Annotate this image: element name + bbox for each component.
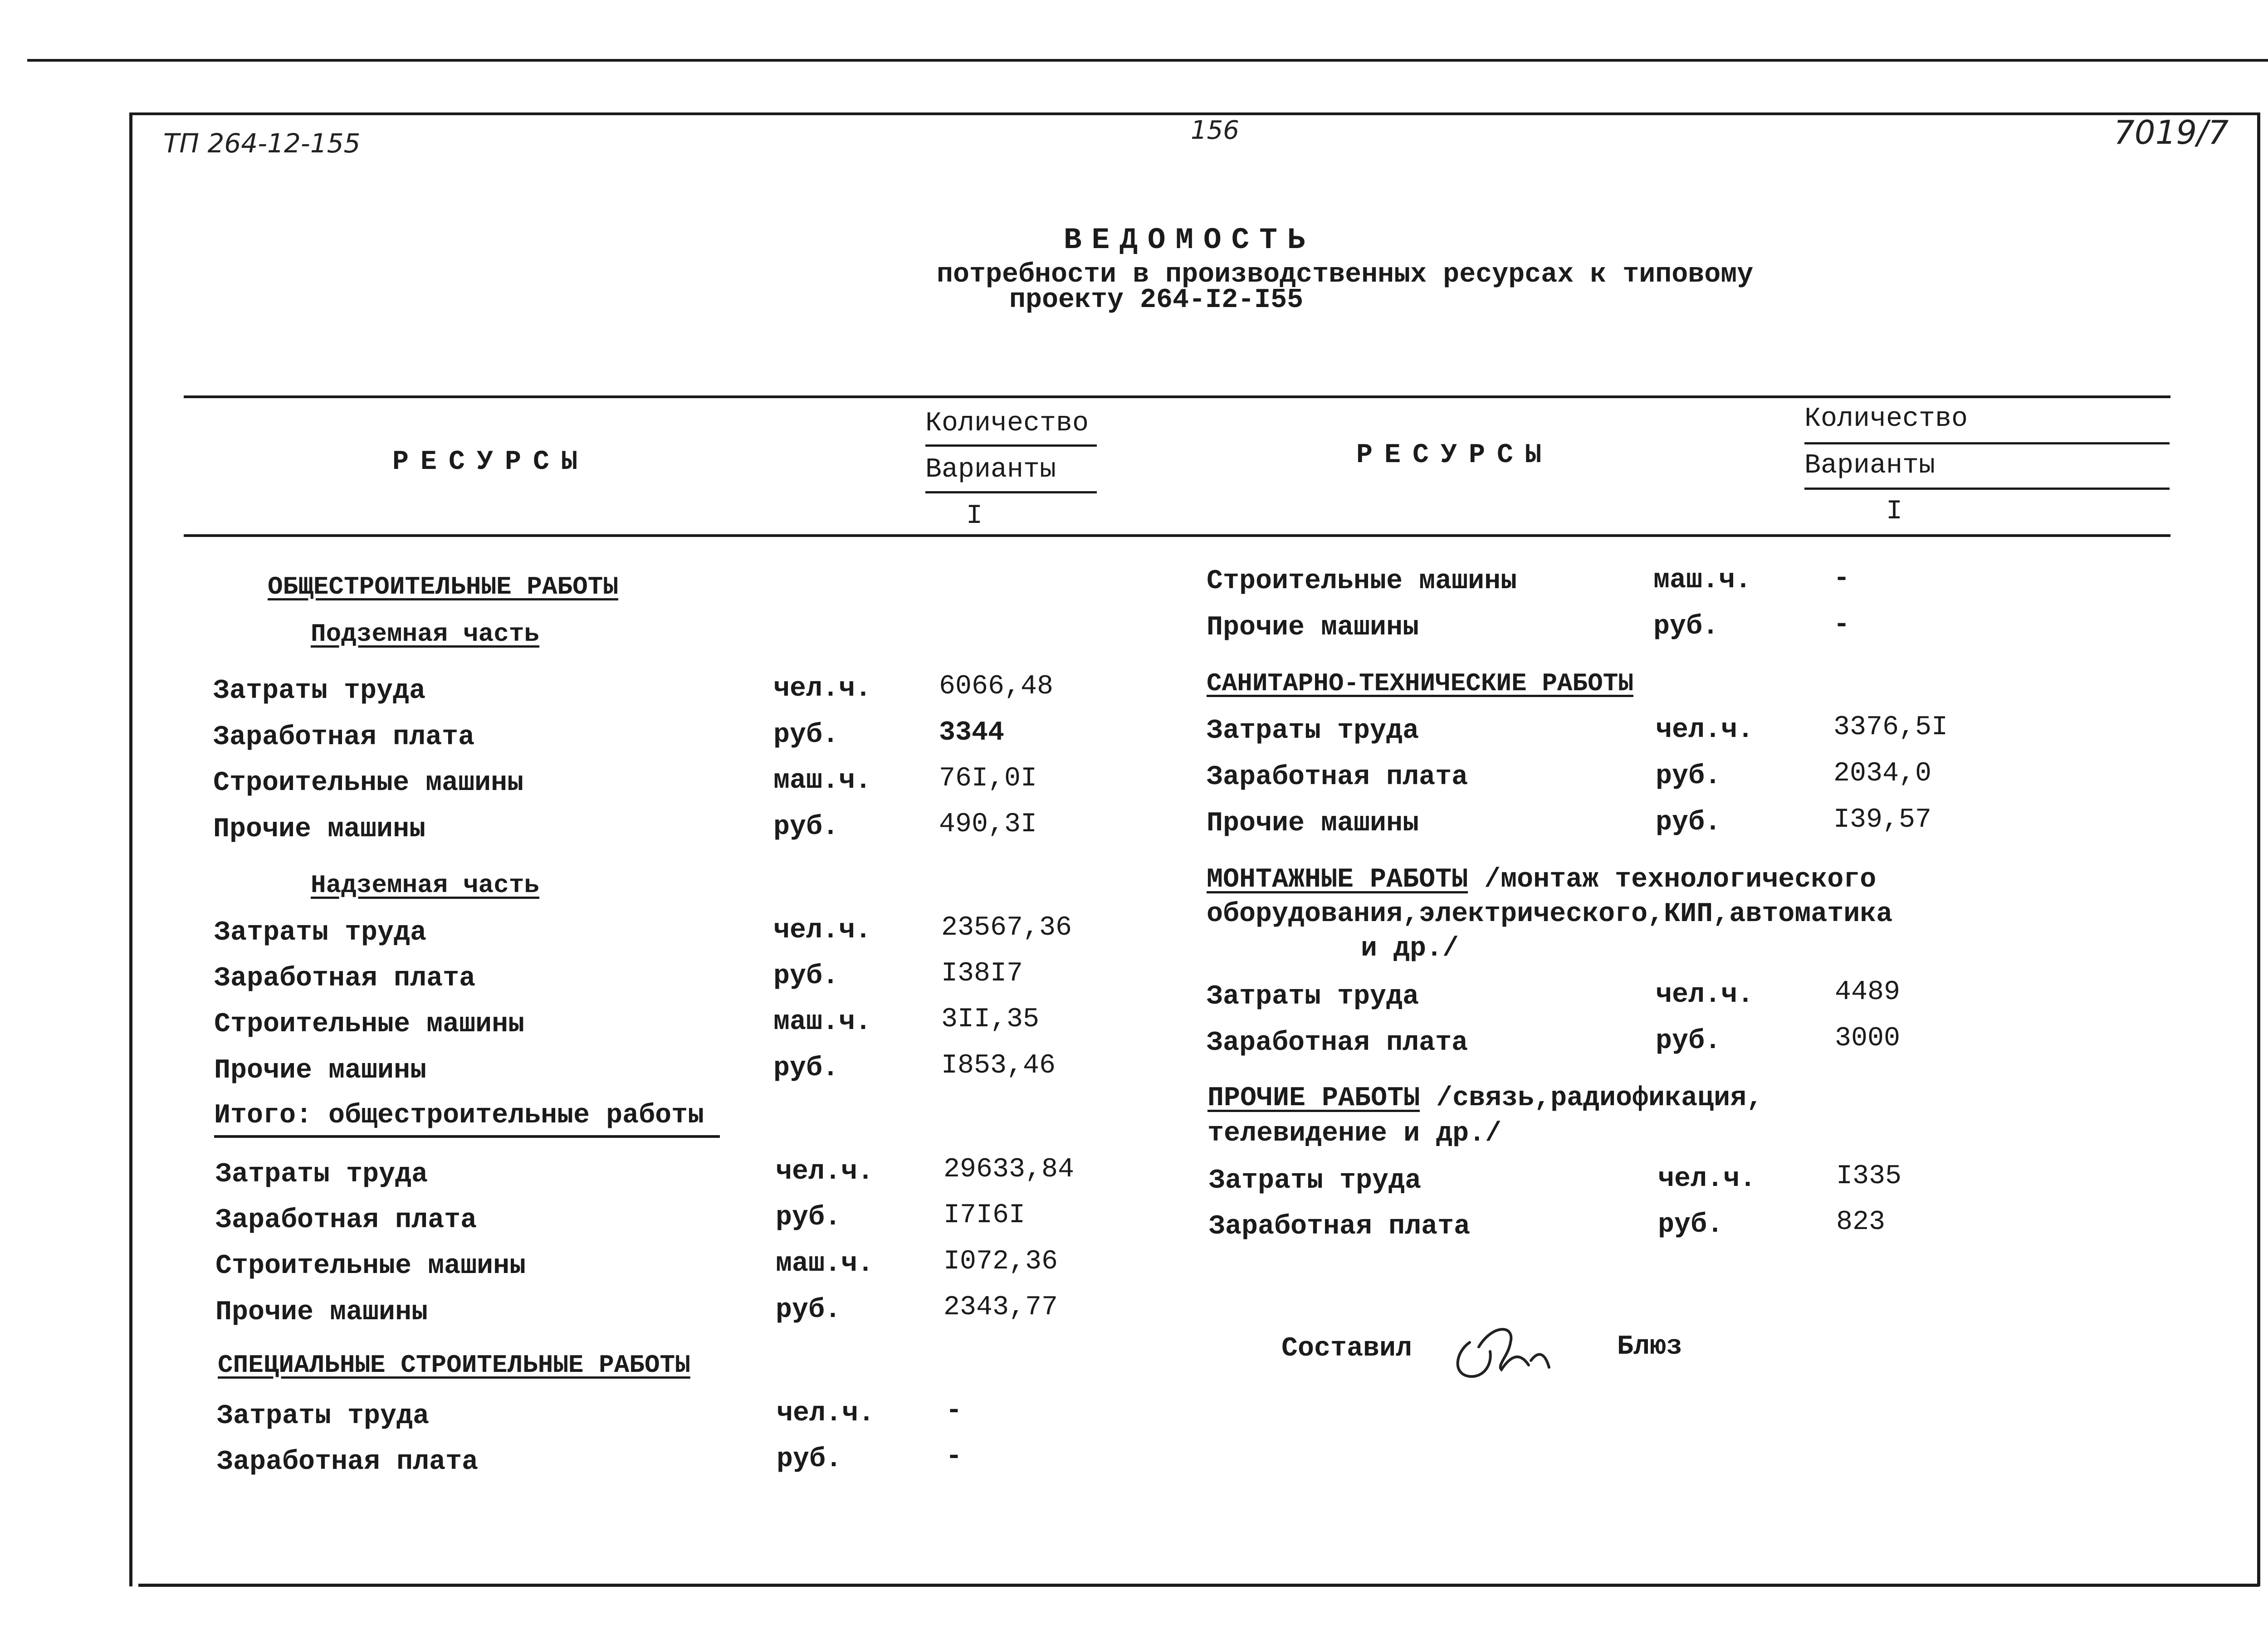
row-label: Строительные машины: [213, 768, 524, 799]
variant-number-left: I: [966, 501, 983, 532]
other-title: ПРОЧИЕ РАБОТЫ: [1207, 1083, 1420, 1114]
quantity-rule-right: [1804, 442, 2170, 444]
mounting-desc-3: и др./: [1361, 933, 1459, 964]
total-general-rule: [214, 1135, 720, 1138]
sheet-code: 7019/7: [2114, 113, 2229, 151]
row-value: 2343,77: [943, 1292, 1058, 1323]
row-value: 490,3I: [939, 809, 1037, 840]
frame-right: [2257, 112, 2260, 1586]
row-label: Прочие машины: [1207, 612, 1419, 643]
row-unit: чел.ч.: [776, 1156, 874, 1187]
row-unit: руб.: [1658, 1210, 1724, 1240]
title-line-1: потребности в производственных ресурсах к типовому: [937, 259, 1754, 290]
quantity-header-left: Количество: [925, 408, 1089, 439]
row-label: Прочие машины: [1207, 808, 1419, 839]
section-mounting: [1207, 864, 1876, 895]
mounting-title: МОНТАЖНЫЕ РАБОТЫ: [1207, 864, 1468, 895]
section-sanitary: САНИТАРНО-ТЕХНИЧЕСКИЕ РАБОТЫ: [1207, 669, 1633, 698]
row-value: 3000: [1835, 1023, 1901, 1054]
subsection-aboveground: Надземная часть: [311, 871, 540, 900]
row-value: 3344: [939, 717, 1005, 748]
other-desc-1: /связь,радиофикация,: [1420, 1083, 1763, 1114]
section-special-construction: СПЕЦИАЛЬНЫЕ СТРОИТЕЛЬНЫЕ РАБОТЫ: [218, 1351, 690, 1380]
row-label: Прочие машины: [214, 1055, 427, 1086]
subsection-underground: Подземная часть: [311, 619, 540, 649]
row-label: Затраты труда: [213, 676, 426, 707]
row-value: -: [1833, 563, 1850, 594]
row-value: I7I6I: [943, 1200, 1026, 1231]
row-value: 823: [1836, 1207, 1886, 1238]
page-number: 156: [1191, 116, 1239, 145]
row-unit: руб.: [1656, 761, 1721, 792]
row-value: I335: [1836, 1161, 1902, 1192]
row-value: -: [946, 1441, 963, 1472]
row-label: Затраты труда: [215, 1159, 428, 1190]
row-unit: маш.ч.: [773, 766, 872, 796]
section-general-construction: ОБЩЕСТРОИТЕЛЬНЫЕ РАБОТЫ: [268, 572, 618, 601]
row-unit: руб.: [776, 1202, 841, 1233]
resources-header-left: РЕСУРСЫ: [392, 447, 590, 478]
row-label: Затраты труда: [217, 1401, 430, 1432]
row-unit: руб.: [773, 961, 839, 992]
title-line-2: проекту 264-I2-I55: [1009, 285, 1304, 316]
row-unit: маш.ч.: [773, 1007, 872, 1038]
row-label: Заработная плата: [215, 1205, 477, 1236]
variants-header-right: Варианты: [1804, 450, 1936, 481]
row-label: Затраты труда: [1209, 1166, 1422, 1196]
row-label: Затраты труда: [214, 917, 427, 948]
frame-bottom: [138, 1584, 2259, 1587]
row-label: Прочие машины: [215, 1297, 428, 1328]
row-unit: руб.: [777, 1444, 842, 1475]
row-value: -: [1833, 610, 1850, 640]
row-value: I853,46: [941, 1050, 1056, 1081]
row-value: -: [946, 1395, 963, 1426]
frame-left: [129, 112, 132, 1586]
row-value: I072,36: [943, 1246, 1058, 1277]
compiler-name: Блюз: [1617, 1332, 1683, 1362]
variants-rule-left: [925, 491, 1097, 493]
row-value: I39,57: [1833, 805, 1932, 835]
row-unit: руб.: [773, 1053, 839, 1084]
table-bottom-rule: [184, 534, 2170, 537]
row-value: 6066,48: [939, 671, 1054, 702]
row-value: 23567,36: [941, 912, 1072, 943]
row-unit: маш.ч.: [776, 1249, 874, 1279]
row-label: Заработная плата: [213, 722, 475, 753]
row-unit: маш.ч.: [1653, 565, 1752, 596]
row-label: Заработная плата: [214, 963, 476, 994]
row-unit: чел.ч.: [1656, 980, 1754, 1010]
row-value: 29633,84: [943, 1154, 1075, 1185]
row-label: Заработная плата: [1209, 1211, 1471, 1242]
variant-number-right: I: [1886, 496, 1903, 527]
frame-top: [129, 112, 2259, 115]
row-value: 3II,35: [941, 1004, 1040, 1035]
row-unit: руб.: [773, 812, 839, 843]
table-top-rule: [184, 395, 2170, 398]
row-label: Строительные машины: [1207, 566, 1517, 597]
row-label: Прочие машины: [213, 814, 426, 845]
compiled-label: Составил: [1281, 1333, 1413, 1364]
row-unit: чел.ч.: [1658, 1164, 1756, 1195]
row-unit: руб.: [773, 720, 839, 751]
document-title: ВЕДОМОСТЬ: [1064, 223, 1315, 257]
signature-mark: [1452, 1315, 1569, 1388]
quantity-rule-left: [925, 444, 1097, 447]
variants-header-left: Варианты: [925, 454, 1056, 485]
row-unit: руб.: [1653, 611, 1719, 642]
row-label: Заработная плата: [217, 1447, 479, 1478]
row-value: 3376,5I: [1833, 712, 1948, 743]
row-label: Затраты труда: [1207, 716, 1419, 746]
row-value: 76I,0I: [939, 763, 1037, 794]
quantity-header-right: Количество: [1804, 404, 1968, 434]
row-unit: чел.ч.: [1656, 715, 1754, 746]
row-label: Заработная плата: [1207, 1028, 1468, 1058]
row-value: 4489: [1835, 977, 1901, 1008]
row-value: 2034,0: [1833, 758, 1932, 789]
total-general-title: Итого: общестроительные работы: [214, 1100, 704, 1131]
section-other: [1207, 1083, 1763, 1114]
row-unit: руб.: [776, 1295, 841, 1326]
mounting-desc-2: оборудования,электрического,КИП,автоматика: [1207, 899, 1893, 930]
row-value: I38I7: [941, 958, 1023, 989]
top-rule: [27, 59, 2268, 62]
row-unit: руб.: [1656, 1026, 1721, 1057]
row-label: Строительные машины: [214, 1009, 525, 1040]
other-desc-2: телевидение и др./: [1207, 1118, 1502, 1149]
row-label: Заработная плата: [1207, 762, 1468, 793]
row-label: Затраты труда: [1207, 981, 1419, 1012]
row-label: Строительные машины: [215, 1251, 526, 1282]
row-unit: чел.ч.: [777, 1398, 875, 1429]
resources-header-right: РЕСУРСЫ: [1356, 440, 1554, 471]
row-unit: чел.ч.: [773, 673, 872, 704]
project-code: ТП 264-12-155: [163, 128, 361, 159]
row-unit: руб.: [1656, 807, 1721, 838]
row-unit: чел.ч.: [773, 915, 872, 946]
mounting-desc-1: /монтаж технологического: [1468, 864, 1877, 895]
variants-rule-right: [1804, 488, 2170, 490]
